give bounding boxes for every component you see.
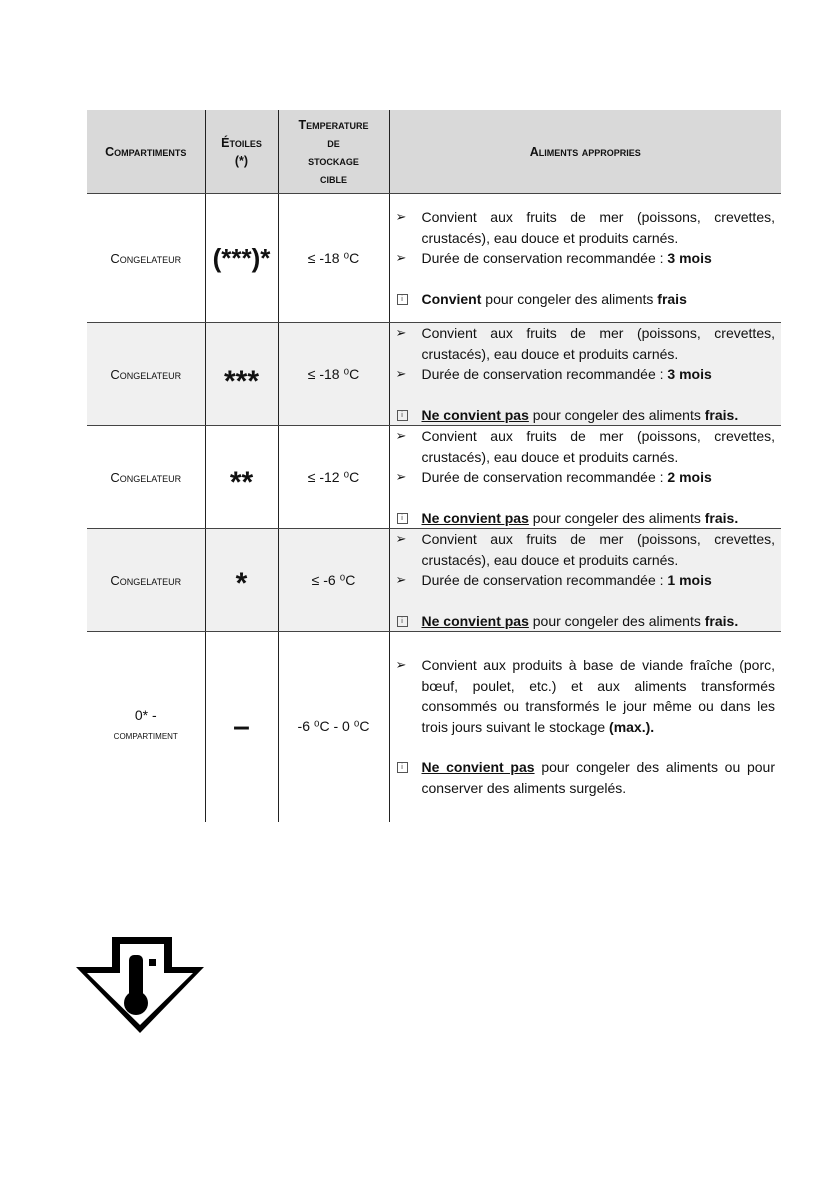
star-rating: (***)* — [205, 194, 278, 323]
table-row — [87, 529, 781, 632]
star-rating: * — [205, 529, 278, 632]
list-item: ➢ Convient aux fruits de mer (poissons, crevettes, crustacés), eau douce et produits carnés. — [395, 209, 775, 246]
info-icon: i — [397, 762, 408, 773]
star-rating: – — [205, 632, 278, 822]
suitable-foods — [389, 194, 781, 323]
star-rating: ** — [205, 426, 278, 529]
compartment-name: Congelateur — [87, 194, 205, 323]
list-item: ➢ Durée de conservation recommandée : 1 mois — [396, 570, 776, 591]
compartment-name: Congelateur — [87, 323, 205, 426]
info-note: i Ne convient pas pour congeler des aliments frais. — [396, 405, 776, 426]
compartment-name: Congelateur — [87, 529, 205, 632]
info-note: i Ne convient pas pour congeler des aliments frais. — [396, 508, 776, 529]
arrow-bullet-icon: ➢ — [395, 428, 407, 443]
table-row — [87, 632, 781, 822]
star-rating: *** — [205, 323, 278, 426]
header-stars: Étoiles (*) — [205, 110, 278, 194]
info-icon: i — [397, 616, 408, 627]
list-item: ➢ Durée de conservation recommandée : 2 mois — [396, 467, 776, 488]
table-row — [87, 194, 781, 323]
list-item: ➢ Durée de conservation recommandée : 3 mois — [396, 248, 776, 269]
arrow-bullet-icon: ➢ — [395, 531, 407, 546]
suitable-foods — [389, 529, 781, 632]
target-temperature: ≤ -18 ⁰C — [278, 194, 389, 323]
list-item: ➢ Convient aux fruits de mer (poissons, crevettes, crustacés), eau douce et produits carnés. — [395, 325, 775, 362]
arrow-bullet-icon: ➢ — [395, 366, 407, 381]
compartment-name: 0* - compartiment — [87, 632, 205, 822]
header-foods: Aliments appropries — [389, 110, 781, 194]
target-temperature: ≤ -18 ⁰C — [278, 323, 389, 426]
target-temperature: ≤ -6 ⁰C — [278, 529, 389, 632]
target-temperature: ≤ -12 ⁰C — [278, 426, 389, 529]
list-item: ➢ Convient aux produits à base de viande fraîche (porc, bœuf, poulet, etc.) et aux aliments transformés consommés ou transformés le jour même ou dans les trois jours suivant le stockage (max.). — [395, 657, 775, 735]
table-row — [87, 426, 781, 529]
target-temperature: -6 ⁰C - 0 ⁰C — [278, 632, 389, 822]
arrow-bullet-icon: ➢ — [395, 572, 407, 587]
info-note: i Ne convient pas pour congeler des aliments frais. — [396, 611, 776, 632]
arrow-bullet-icon: ➢ — [395, 657, 407, 673]
freezer-warning-thermometer-icon — [72, 933, 208, 1037]
list-item: ➢ Convient aux fruits de mer (poissons, crevettes, crustacés), eau douce et produits carnés. — [395, 531, 775, 568]
info-note: i Ne convient pas pour congeler des aliments ou pour conserver des aliments surgelés. — [396, 757, 776, 798]
info-icon: i — [397, 410, 408, 421]
freezer-compartments-table — [87, 110, 781, 822]
list-item: ➢ Durée de conservation recommandée : 3 mois — [396, 364, 776, 385]
arrow-bullet-icon: ➢ — [395, 325, 407, 340]
arrow-bullet-icon: ➢ — [395, 209, 407, 224]
arrow-bullet-icon: ➢ — [395, 250, 407, 265]
list-item: ➢ Convient aux fruits de mer (poissons, crevettes, crustacés), eau douce et produits carnés. — [395, 428, 775, 465]
info-icon: i — [397, 294, 408, 305]
suitable-foods — [389, 632, 781, 822]
header-temperature: Temperature de stockage cible — [278, 110, 389, 194]
compartment-name: Congelateur — [87, 426, 205, 529]
table-row — [87, 323, 781, 426]
header-compartments: Compartiments — [87, 110, 205, 194]
suitable-foods — [389, 426, 781, 529]
info-note: i Convient pour congeler des aliments frais — [396, 289, 776, 310]
arrow-bullet-icon: ➢ — [395, 469, 407, 484]
info-icon: i — [397, 513, 408, 524]
suitable-foods — [389, 323, 781, 426]
